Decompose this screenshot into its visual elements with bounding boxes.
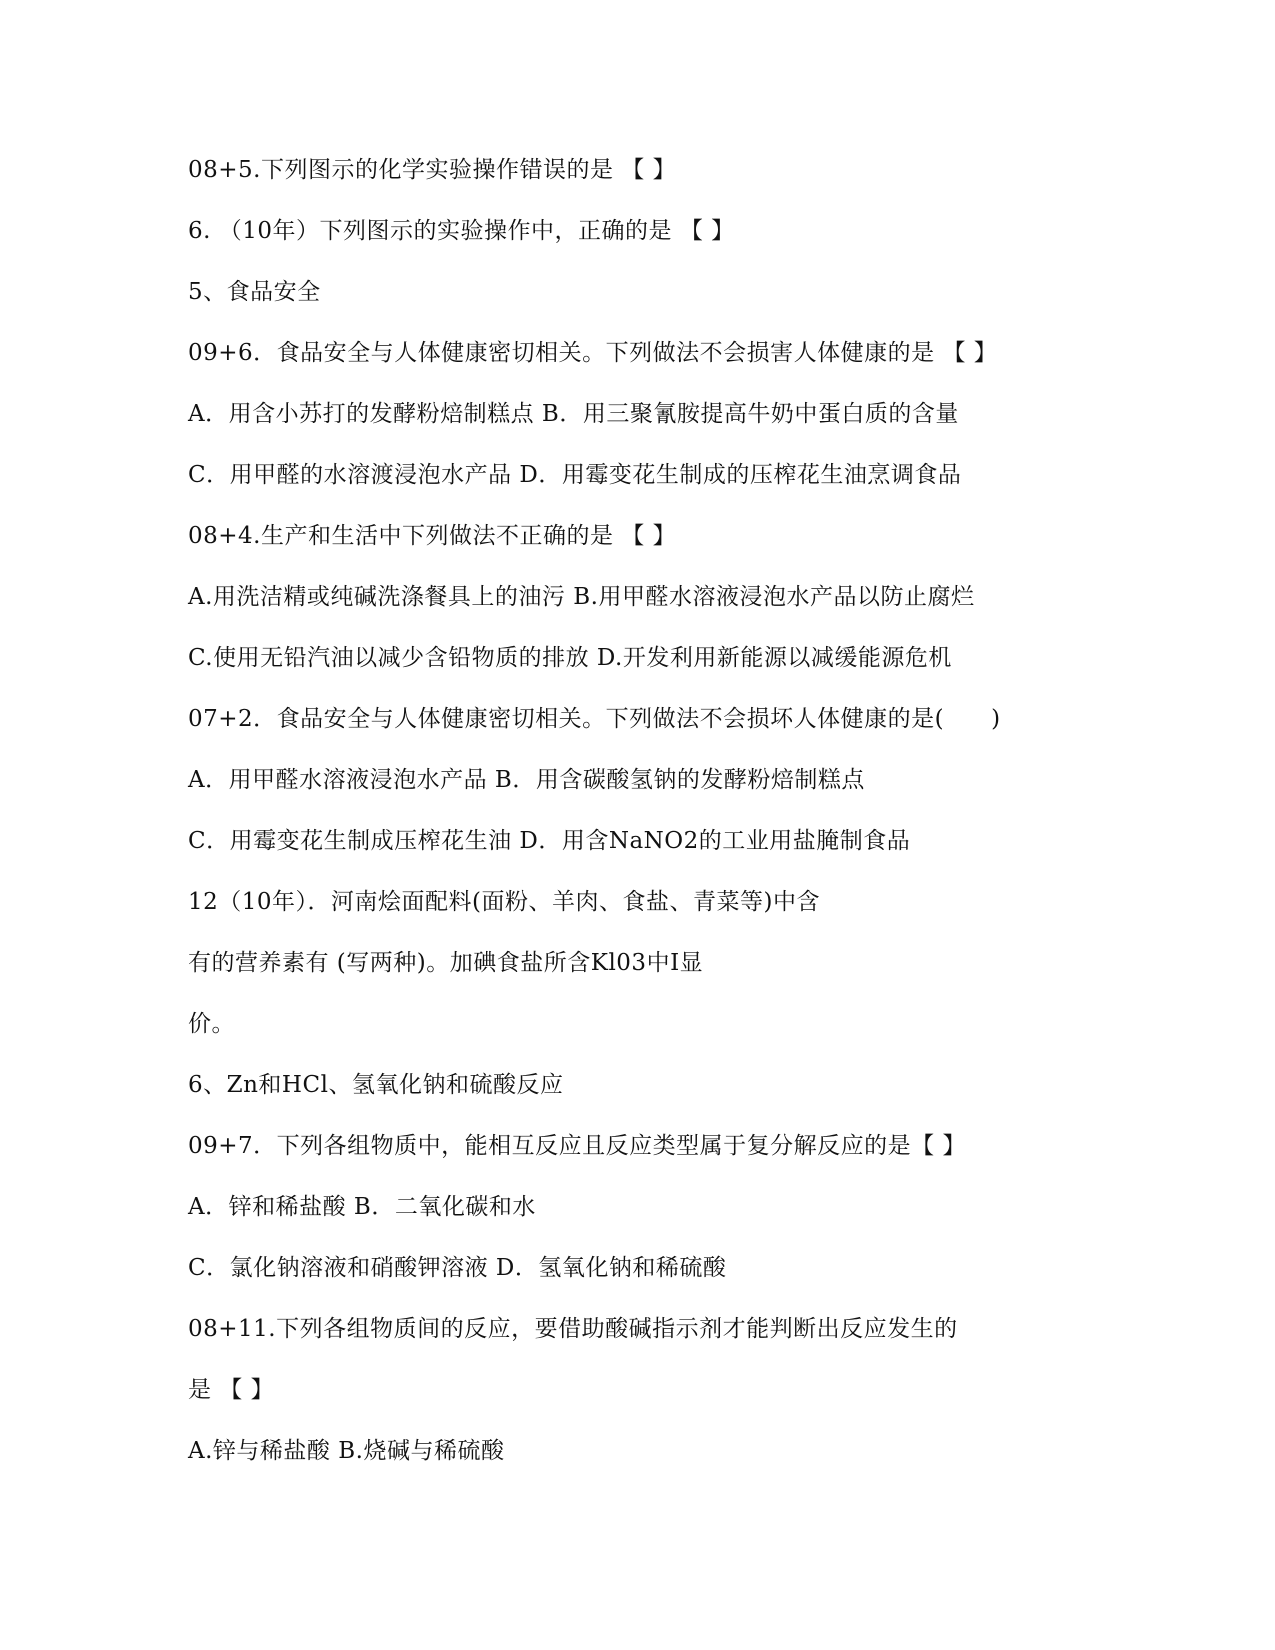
question-line: 有的营养素有 (写两种)。加碘食盐所含Kl03中I显 (188, 950, 704, 976)
option-line: C.使用无铅汽油以减少含铅物质的排放 D.开发利用新能源以减缓能源危机 (188, 645, 952, 671)
question-line: 6. （10年）下列图示的实验操作中，正确的是 【 】 (188, 218, 735, 244)
document-body (188, 140, 1088, 1482)
option-line: A．锌和稀盐酸 B．二氧化碳和水 (188, 1194, 536, 1220)
option-line: A.锌与稀盐酸 B.烧碱与稀硫酸 (188, 1438, 505, 1464)
question-line: 12（10年）．河南烩面配料(面粉、羊肉、食盐、青菜等)中含 (188, 889, 820, 915)
question-line: 09+7．下列各组物质中，能相互反应且反应类型属于复分解反应的是【 】 (188, 1133, 966, 1159)
section-heading: 6、Zn和HCl、氢氧化钠和硫酸反应 (188, 1072, 564, 1098)
option-line: A.用洗洁精或纯碱洗涤餐具上的油污 B.用甲醛水溶液浸泡水产品以防止腐烂 (188, 584, 975, 610)
question-line: 08+11.下列各组物质间的反应，要借助酸碱指示剂才能判断出反应发生的 (188, 1316, 958, 1342)
question-line: 08+4.生产和生活中下列做法不正确的是 【 】 (188, 523, 677, 549)
section-heading: 5、食品安全 (188, 279, 321, 305)
question-line: 08+5.下列图示的化学实验操作错误的是 【 】 (188, 157, 677, 183)
option-line: A．用甲醛水溶液浸泡水产品 B．用含碳酸氢钠的发酵粉焙制糕点 (188, 767, 865, 793)
question-line: 是 【 】 (188, 1377, 275, 1403)
option-line: C．氯化钠溶液和硝酸钾溶液 D．氢氧化钠和稀硫酸 (188, 1255, 727, 1281)
option-line: C．用甲醛的水溶渡浸泡水产品 D．用霉变花生制成的压榨花生油烹调食品 (188, 462, 962, 488)
option-line: C．用霉变花生制成压榨花生油 D．用含NaNO2的工业用盐腌制食品 (188, 828, 911, 854)
option-line: A．用含小苏打的发酵粉焙制糕点 B．用三聚氰胺提高牛奶中蛋白质的含量 (188, 401, 959, 427)
question-line: 07+2．食品安全与人体健康密切相关。下列做法不会损坏人体健康的是( ) (188, 706, 1001, 732)
question-line: 价。 (188, 1011, 235, 1037)
question-line: 09+6．食品安全与人体健康密切相关。下列做法不会损害人体健康的是 【 】 (188, 340, 998, 366)
